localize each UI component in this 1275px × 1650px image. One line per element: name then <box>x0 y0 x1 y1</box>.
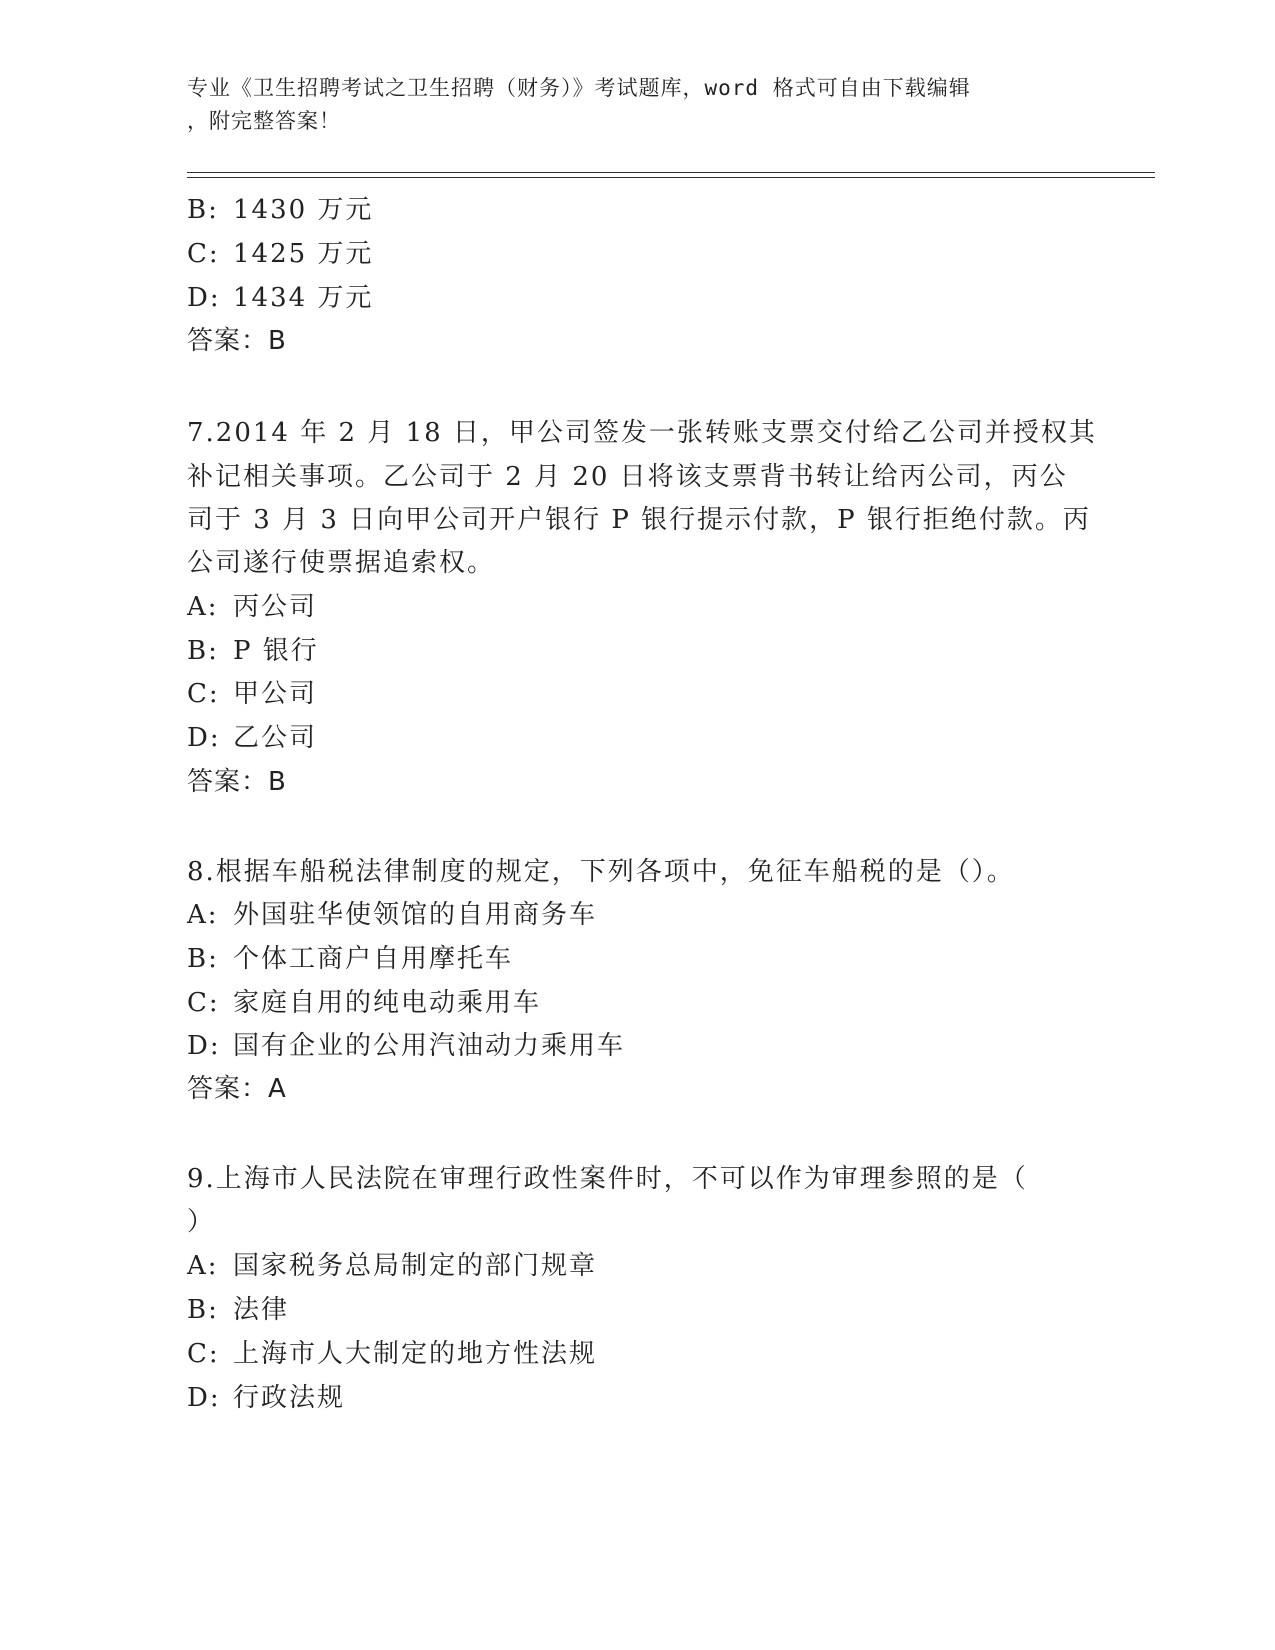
option-line <box>187 677 317 711</box>
option-letter: C: <box>187 1339 220 1369</box>
option-line <box>187 237 373 271</box>
option-letter: C: <box>187 988 220 1018</box>
question-stem-line: 公司遂行使票据追索权。 <box>187 548 496 578</box>
option-text: P 银行 <box>233 636 319 666</box>
option-text: 国家税务总局制定的部门规章 <box>233 1251 598 1281</box>
option-text: 国有企业的公用汽油动力乘用车 <box>233 1031 626 1061</box>
option-text: 个体工商户自用摩托车 <box>233 944 514 974</box>
question-stem-line: 8.根据车船税法律制度的规定，下列各项中，免征车船税的是（）。 <box>187 857 1015 887</box>
option-letter: D: <box>187 283 221 313</box>
option-letter: D: <box>187 1383 221 1413</box>
option-line <box>187 1293 289 1327</box>
header-rule-top <box>187 172 1155 173</box>
header-line-1: 专业《卫生招聘考试之卫生招聘（财务）》考试题库，word 格式可自由下载编辑 <box>187 76 971 100</box>
option-text: 上海市人大制定的地方性法规 <box>233 1339 598 1369</box>
answer-line: 答案：B <box>187 767 287 797</box>
option-text: 1434 万元 <box>233 283 374 313</box>
option-line <box>187 721 317 755</box>
option-text: 1425 万元 <box>233 239 374 269</box>
option-line <box>187 942 513 976</box>
option-letter: C: <box>187 239 220 269</box>
option-letter: A: <box>187 900 219 930</box>
option-line <box>187 193 373 227</box>
answer-line: 答案：B <box>187 326 287 356</box>
question-stem-line: 司于 3 月 3 日向甲公司开户银行 P 银行提示付款，P 银行拒绝付款。丙 <box>187 505 1091 535</box>
document-header <box>187 72 1087 138</box>
question-stem-line: 7.2014 年 2 月 18 日，甲公司签发一张转账支票交付给乙公司并授权其 <box>187 418 1097 448</box>
option-line <box>187 590 317 624</box>
question-stem-line: ） <box>187 1207 216 1237</box>
option-letter: B: <box>187 944 219 974</box>
option-letter: B: <box>187 195 219 225</box>
option-text: 家庭自用的纯电动乘用车 <box>233 988 542 1018</box>
option-letter: C: <box>187 679 220 709</box>
option-text: 甲公司 <box>233 679 318 709</box>
header-rule-bottom <box>187 177 1155 178</box>
option-line <box>187 986 541 1020</box>
option-text: 丙公司 <box>233 592 318 622</box>
option-line <box>187 1337 597 1371</box>
option-line <box>187 281 373 315</box>
question-stem-line: 9.上海市人民法院在审理行政性案件时，不可以作为审理参照的是（ <box>187 1164 1028 1194</box>
option-line <box>187 898 597 932</box>
option-line <box>187 1029 625 1063</box>
option-letter: D: <box>187 1031 221 1061</box>
option-letter: A: <box>187 1251 219 1281</box>
option-line <box>187 634 319 668</box>
option-text: 1430 万元 <box>233 195 374 225</box>
header-line-2: ，附完整答案！ <box>187 109 341 133</box>
option-text: 法律 <box>233 1295 290 1325</box>
option-line <box>187 1249 597 1283</box>
option-letter: A: <box>187 592 219 622</box>
answer-line: 答案：A <box>187 1074 287 1104</box>
option-text: 乙公司 <box>233 723 318 753</box>
question-stem-line: 补记相关事项。乙公司于 2 月 20 日将该支票背书转让给丙公司，丙公 <box>187 462 1068 492</box>
option-text: 外国驻华使领馆的自用商务车 <box>233 900 598 930</box>
option-letter: B: <box>187 636 219 666</box>
option-line <box>187 1381 345 1415</box>
option-letter: D: <box>187 723 221 753</box>
option-letter: B: <box>187 1295 219 1325</box>
option-text: 行政法规 <box>233 1383 346 1413</box>
